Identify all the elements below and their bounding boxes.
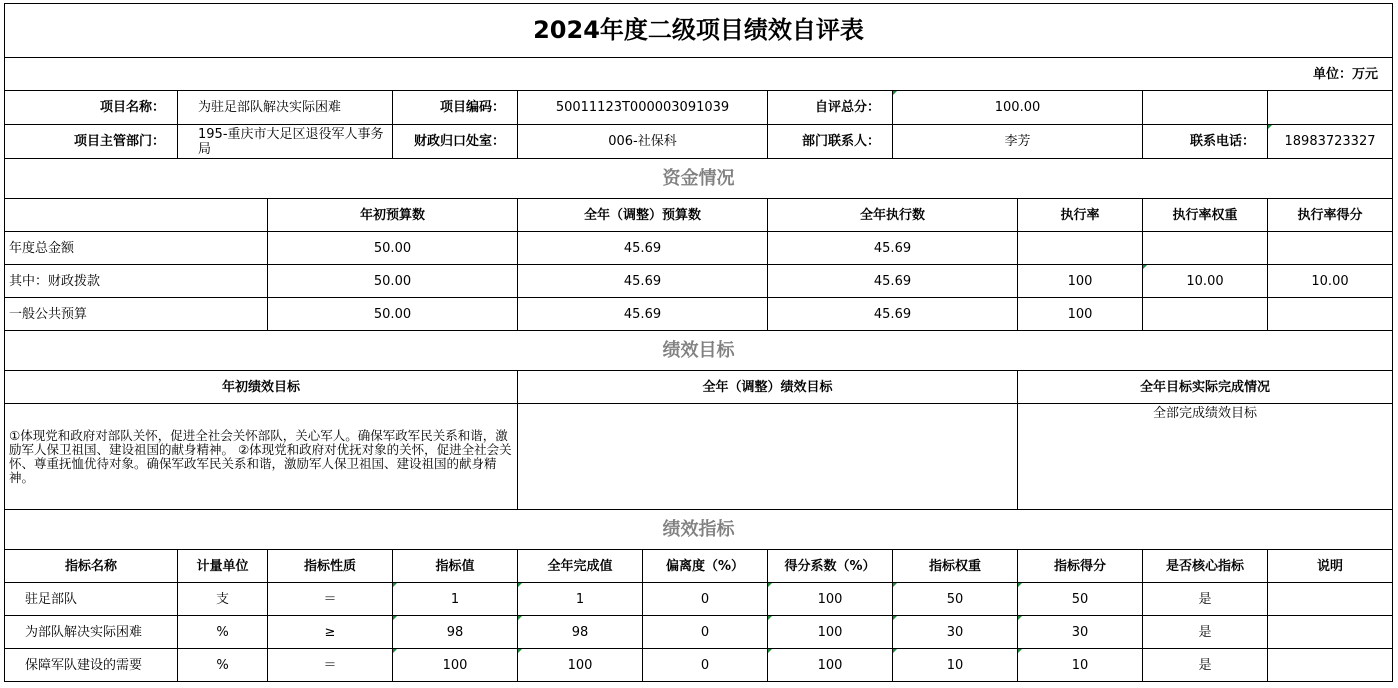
funds-cell: 10.00 xyxy=(1143,265,1268,298)
empty-cell xyxy=(5,199,268,232)
goals-header: 年初绩效目标 xyxy=(5,371,518,404)
funds-cell: 50.00 xyxy=(268,265,518,298)
funds-cell xyxy=(1143,298,1268,331)
contact-value: 李芳 xyxy=(893,125,1143,159)
indicator-unit: % xyxy=(178,616,268,649)
funds-row-label: 一般公共预算 xyxy=(5,298,268,331)
indicators-header: 指标性质 xyxy=(268,550,393,583)
finance-office-value: 006-社保科 xyxy=(518,125,768,159)
indicator-core: 是 xyxy=(1143,616,1268,649)
funds-section-title: 资金情况 xyxy=(5,159,1393,199)
funds-header: 年初预算数 xyxy=(268,199,518,232)
funds-header: 全年执行数 xyxy=(768,199,1018,232)
indicator-score: 50 xyxy=(1018,583,1143,616)
indicator-unit: 支 xyxy=(178,583,268,616)
indicator-note xyxy=(1268,649,1393,682)
funds-cell xyxy=(1143,232,1268,265)
indicators-header: 说明 xyxy=(1268,550,1393,583)
project-code-value: 50011123T000003091039 xyxy=(518,91,768,125)
indicators-header: 全年完成值 xyxy=(518,550,643,583)
funds-cell: 45.69 xyxy=(518,265,768,298)
phone-label: 联系电话： xyxy=(1143,125,1268,159)
self-score-value: 100.00 xyxy=(893,91,1143,125)
unit-label: 单位：万元 xyxy=(5,58,1393,91)
indicator-weight: 30 xyxy=(893,616,1018,649)
indicators-header: 得分系数（%） xyxy=(768,550,893,583)
funds-cell: 100 xyxy=(1018,265,1143,298)
funds-header: 全年（调整）预算数 xyxy=(518,199,768,232)
funds-cell xyxy=(1268,298,1393,331)
funds-cell: 45.69 xyxy=(518,232,768,265)
adjusted-goal-text xyxy=(518,404,1018,510)
funds-cell: 100 xyxy=(1018,298,1143,331)
indicator-note xyxy=(1268,583,1393,616)
indicator-row xyxy=(5,583,1393,616)
goals-header: 全年（调整）绩效目标 xyxy=(518,371,1018,404)
funds-cell xyxy=(1018,232,1143,265)
project-code-label: 项目编码： xyxy=(393,91,518,125)
funds-cell: 45.69 xyxy=(768,298,1018,331)
funds-cell: 45.69 xyxy=(768,265,1018,298)
indicators-header: 指标名称 xyxy=(5,550,178,583)
funds-row xyxy=(5,232,1393,265)
self-score-label: 自评总分： xyxy=(768,91,893,125)
funds-row xyxy=(5,298,1393,331)
indicators-header: 计量单位 xyxy=(178,550,268,583)
indicator-weight: 10 xyxy=(893,649,1018,682)
indicator-score: 30 xyxy=(1018,616,1143,649)
dept-value: 195-重庆市大足区退役军人事务局 xyxy=(178,125,393,159)
indicator-row xyxy=(5,616,1393,649)
contact-label: 部门联系人： xyxy=(768,125,893,159)
indicator-target: 98 xyxy=(393,616,518,649)
sheet-title: 2024年度二级项目绩效自评表 xyxy=(5,4,1393,58)
indicator-core: 是 xyxy=(1143,649,1268,682)
indicator-name: 驻足部队 xyxy=(5,583,178,616)
indicators-section-title: 绩效指标 xyxy=(5,510,1393,550)
funds-cell: 50.00 xyxy=(268,232,518,265)
funds-cell: 50.00 xyxy=(268,298,518,331)
empty-cell xyxy=(1268,91,1393,125)
indicator-nature: ＝ xyxy=(268,649,393,682)
indicator-target: 100 xyxy=(393,649,518,682)
indicator-target: 1 xyxy=(393,583,518,616)
indicators-header: 指标值 xyxy=(393,550,518,583)
indicator-row xyxy=(5,649,1393,682)
funds-cell: 45.69 xyxy=(768,232,1018,265)
initial-goal-text: ①体现党和政府对部队关怀，促进全社会关怀部队，关心军人。确保军政军民关系和谐，激励军人保卫祖国、建设祖国的献身精神。 ②体现党和政府对优抚对象的关怀，促进全社会关怀、尊重抚恤优待对象。确保军政军民关系和谐，激励军人保卫祖国、建设祖国的献身精神。 xyxy=(5,404,518,510)
indicator-nature: ＝ xyxy=(268,583,393,616)
goals-header: 全年目标实际完成情况 xyxy=(1018,371,1393,404)
indicator-score: 10 xyxy=(1018,649,1143,682)
indicator-unit: % xyxy=(178,649,268,682)
indicators-header: 是否核心指标 xyxy=(1143,550,1268,583)
indicators-header: 偏离度（%） xyxy=(643,550,768,583)
funds-row xyxy=(5,265,1393,298)
project-name-value: 为驻足部队解决实际困难 xyxy=(178,91,393,125)
indicator-actual: 100 xyxy=(518,649,643,682)
empty-cell xyxy=(1143,91,1268,125)
indicator-coef: 100 xyxy=(768,649,893,682)
indicator-name: 为部队解决实际困难 xyxy=(5,616,178,649)
indicator-name: 保障军队建设的需要 xyxy=(5,649,178,682)
indicator-coef: 100 xyxy=(768,616,893,649)
funds-cell: 45.69 xyxy=(518,298,768,331)
funds-cell: 10.00 xyxy=(1268,265,1393,298)
self-evaluation-sheet xyxy=(4,3,1393,682)
indicator-deviation: 0 xyxy=(643,583,768,616)
funds-header: 执行率权重 xyxy=(1143,199,1268,232)
indicators-header: 指标得分 xyxy=(1018,550,1143,583)
indicators-header: 指标权重 xyxy=(893,550,1018,583)
indicator-note xyxy=(1268,616,1393,649)
indicator-core: 是 xyxy=(1143,583,1268,616)
funds-header: 执行率得分 xyxy=(1268,199,1393,232)
funds-cell xyxy=(1268,232,1393,265)
indicator-actual: 1 xyxy=(518,583,643,616)
indicator-deviation: 0 xyxy=(643,616,768,649)
indicator-coef: 100 xyxy=(768,583,893,616)
indicator-nature: ≥ xyxy=(268,616,393,649)
funds-header: 执行率 xyxy=(1018,199,1143,232)
phone-value: 18983723327 xyxy=(1268,125,1393,159)
indicator-weight: 50 xyxy=(893,583,1018,616)
indicator-deviation: 0 xyxy=(643,649,768,682)
funds-row-label: 其中：财政拨款 xyxy=(5,265,268,298)
indicator-actual: 98 xyxy=(518,616,643,649)
finance-office-label: 财政归口处室： xyxy=(393,125,518,159)
project-name-label: 项目名称： xyxy=(5,91,178,125)
goals-section-title: 绩效目标 xyxy=(5,331,1393,371)
actual-completion-text: 全部完成绩效目标 xyxy=(1018,404,1393,510)
funds-row-label: 年度总金额 xyxy=(5,232,268,265)
dept-label: 项目主管部门： xyxy=(5,125,178,159)
